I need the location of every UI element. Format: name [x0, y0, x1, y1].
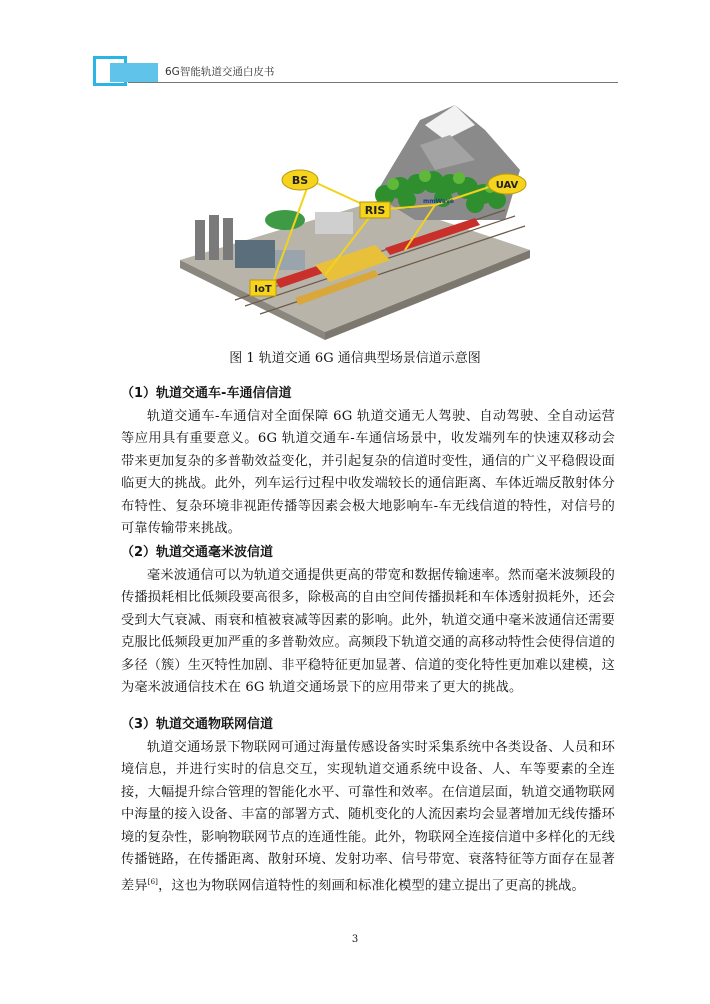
- section-body: 轨道交通车-车通信对全面保障 6G 轨道交通无人驾驶、自动驾驶、全自动运营等应用具有重要意义。6G 轨道交通车-车通信场景中，收发端列车的快速双移动会带来更加复杂的多普勒效益变化，并引起复杂的信道时变性，通信的广义平稳假设面临更大的挑战。此外，列车运行过程中收发端较长的通信距离、车体近端反散射体分布特性、复杂环境非视距传播等因素会极大地影响车-车无线信道的特性，对信号的可靠传输带来挑战。: [121, 409, 615, 537]
- uav-label: [488, 174, 526, 194]
- page-number: 3: [351, 934, 359, 945]
- svg-text:BS: BS: [291, 174, 309, 187]
- svg-text:mmWave: mmWave: [423, 198, 454, 205]
- section-body: 毫米波通信可以为轨道交通提供更高的带宽和数据传输速率。然而毫米波频段的传播损耗相比低频段要高很多，除极高的自由空间传播损耗和车体透射损耗外，还会受到大气衰减、雨衰和植被衰减等因素的影响。此外，轨道交通中毫米波通信还需要克服比低频段更加严重的多普勒效应。高频段下轨道交通的高移动特性会使得信道的多径（簇）生灭特性加剧、非平稳特征更加显著、信道的变化特性更加难以建模，这为毫米波通信技术在 6G 轨道交通场景下的应用带来了更大的挑战。: [121, 568, 615, 696]
- body-text: 轨道交通场景下物联网可通过海量传感设备实时采集系统中各类设备、人员和环境信息，并进行实时的信息交互，实现轨道交通系统中设备、人、车等要素的全连接，大幅提升综合管理的智能化水平、可靠性和效率。在信道层面，轨道交通物联网中海量的接入设备、丰富的部署方式、随机变化的人流因素均会显著增加无线传播环境的复杂性，影响物联网节点的连通性能。此外，物联网全连接信道中多样化的无线传播链路，在传播距离、散射环境、发射功率、信号带宽、衰落特征等方面存在显著差异: [121, 740, 615, 894]
- svg-text:IoT: IoT: [254, 284, 272, 295]
- header-title: 6G智能轨道交通白皮书: [165, 66, 275, 78]
- header-rule: [128, 82, 618, 83]
- section-body: [121, 737, 615, 898]
- rail-6g-scenario-illustration: [175, 100, 535, 340]
- bs-label: [282, 170, 318, 190]
- mmwave-label: [423, 198, 454, 205]
- iot-label: [250, 280, 276, 296]
- section-iot: [121, 713, 615, 898]
- section-mmwave: [121, 541, 615, 699]
- citation-ref: [6]: [147, 878, 159, 887]
- body-text: ，这也为物联网信道特性的刻画和标准化模型的建立提出了更高的挑战。: [158, 878, 585, 894]
- section-title: （2）轨道交通毫米波信道: [121, 545, 274, 560]
- figure-caption: 图 1 轨道交通 6G 通信典型场景信道示意图: [229, 351, 481, 366]
- section-title: （1）轨道交通车-车通信信道: [121, 386, 292, 401]
- ris-label: [360, 202, 390, 218]
- section-title: （3）轨道交通物联网信道: [121, 717, 274, 732]
- section-v2v: [121, 382, 615, 540]
- header-accent-bar: [110, 63, 158, 82]
- svg-text:UAV: UAV: [495, 180, 519, 191]
- svg-text:RIS: RIS: [364, 204, 386, 217]
